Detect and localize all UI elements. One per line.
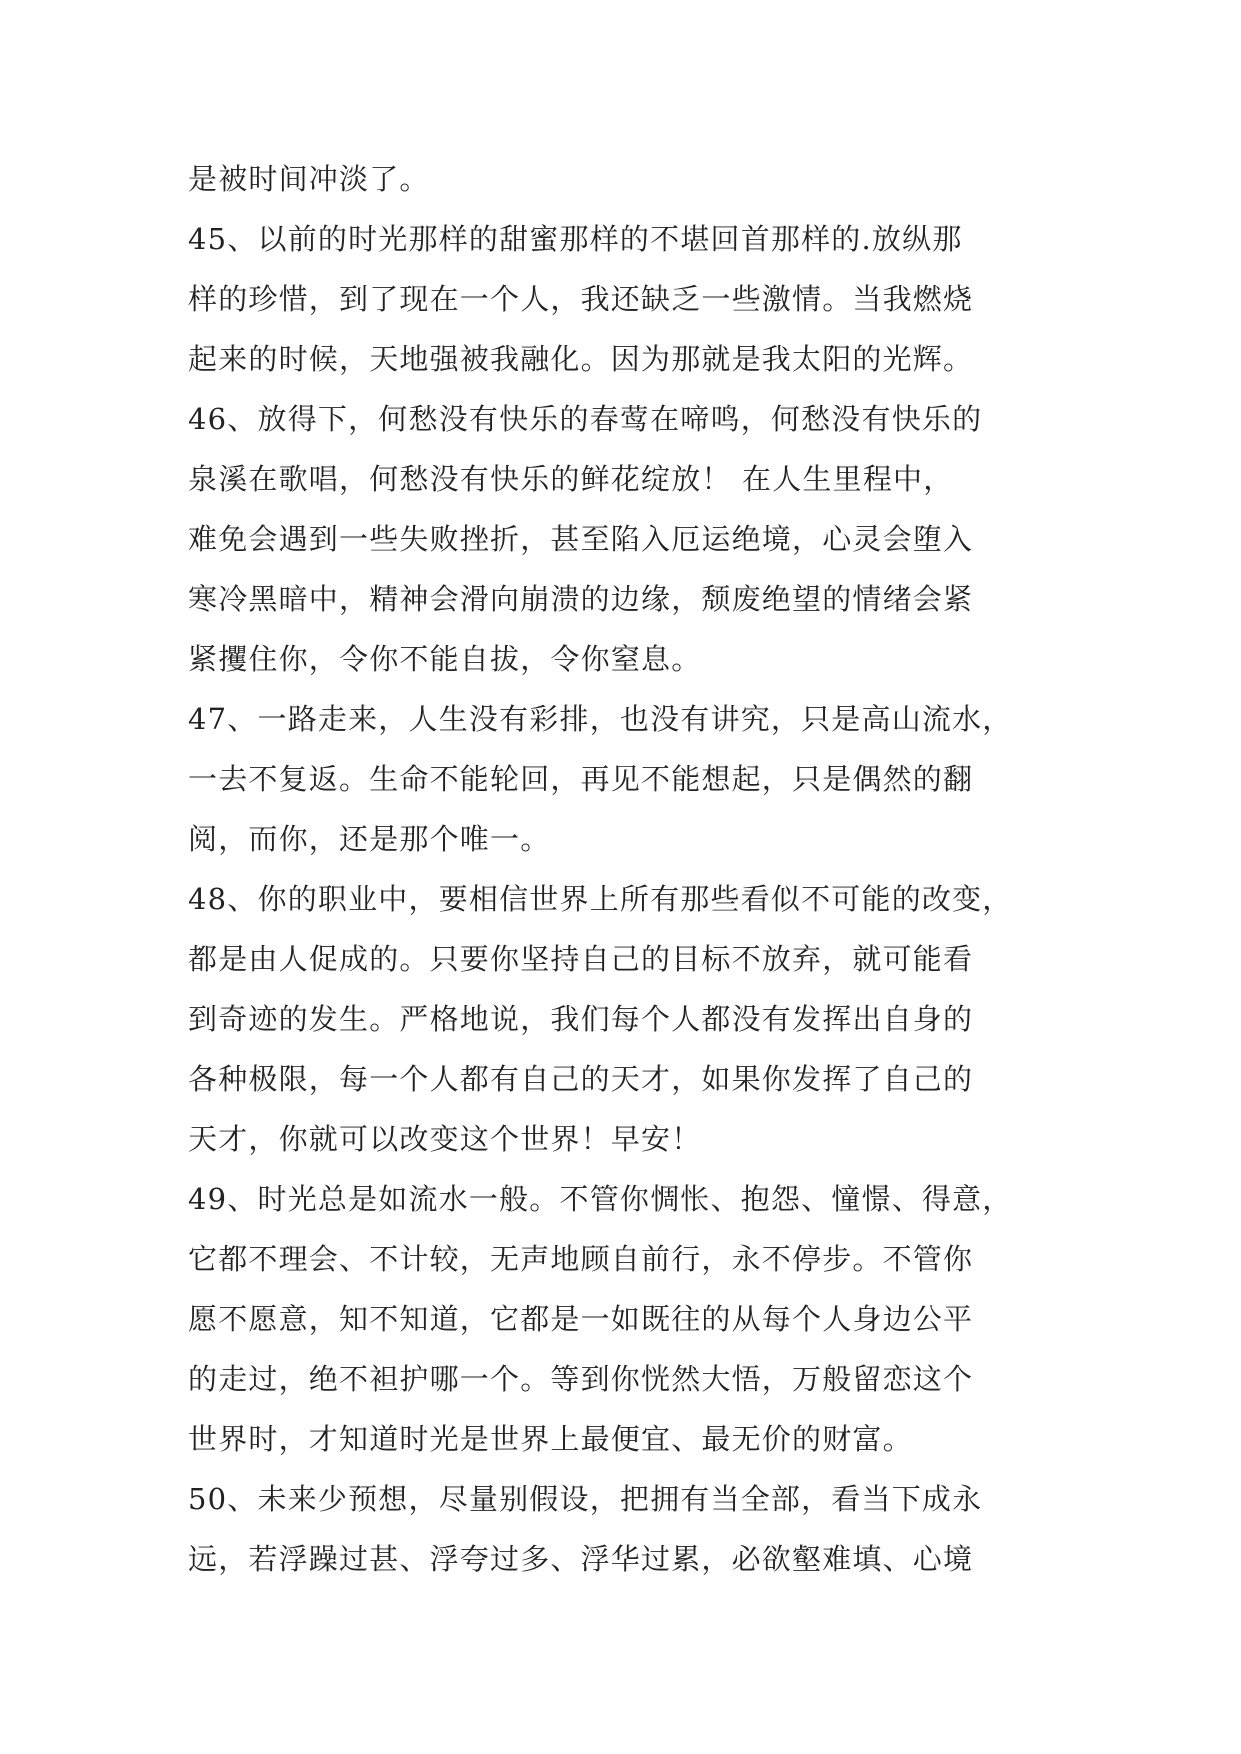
- text-line: 47、一路走来，人生没有彩排，也没有讲究，只是高山流水，: [188, 702, 1013, 736]
- body-text: [188, 158, 1088, 1598]
- text-line: 50、未来少预想，尽量别假设，把拥有当全部，看当下成永: [188, 1482, 983, 1516]
- text-line: 远，若浮躁过甚、浮夸过多、浮华过累，必欲壑难填、心境: [188, 1542, 974, 1576]
- text-line: 样的珍惜，到了现在一个人，我还缺乏一些激情。当我燃烧: [188, 282, 974, 316]
- text-line: 49、时光总是如流水一般。不管你惆怅、抱怨、憧憬、得意，: [188, 1182, 1013, 1216]
- text-line: 是被时间冲淡了。: [188, 162, 430, 196]
- text-line: 难免会遇到一些失败挫折，甚至陷入厄运绝境，心灵会堕入: [188, 522, 974, 556]
- text-line: 一去不复返。生命不能轮回，再见不能想起，只是偶然的翻: [188, 762, 974, 796]
- text-line: 紧攫住你，令你不能自拔，令你窒息。: [188, 642, 702, 676]
- text-line: 天才，你就可以改变这个世界！早安！: [188, 1122, 702, 1156]
- text-line: 世界时，才知道时光是世界上最便宜、最无价的财富。: [188, 1422, 913, 1456]
- text-line: 起来的时候，天地强被我融化。因为那就是我太阳的光辉。: [188, 342, 974, 376]
- text-line: 都是由人促成的。只要你坚持自己的目标不放弃，就可能看: [188, 942, 974, 976]
- text-line: 泉溪在歌唱，何愁没有快乐的鲜花绽放！ 在人生里程中，: [188, 462, 954, 496]
- text-line: 阅，而你，还是那个唯一。: [188, 822, 551, 856]
- text-line: 寒冷黑暗中，精神会滑向崩溃的边缘，颓废绝望的情绪会紧: [188, 582, 974, 616]
- text-line: 46、放得下，何愁没有快乐的春莺在啼鸣，何愁没有快乐的: [188, 402, 983, 436]
- text-line: 的走过，绝不袒护哪一个。等到你恍然大悟，万般留恋这个: [188, 1362, 974, 1396]
- text-line: 愿不愿意，知不知道，它都是一如既往的从每个人身边公平: [188, 1302, 974, 1336]
- text-line: 45、以前的时光那样的甜蜜那样的不堪回首那样的.放纵那: [188, 222, 963, 256]
- text-line: 48、你的职业中，要相信世界上所有那些看似不可能的改变，: [188, 882, 1013, 916]
- text-line: 各种极限，每一个人都有自己的天才，如果你发挥了自己的: [188, 1062, 974, 1096]
- text-line: 它都不理会、不计较，无声地顾自前行，永不停步。不管你: [188, 1242, 974, 1276]
- text-line: 到奇迹的发生。严格地说，我们每个人都没有发挥出自身的: [188, 1002, 974, 1036]
